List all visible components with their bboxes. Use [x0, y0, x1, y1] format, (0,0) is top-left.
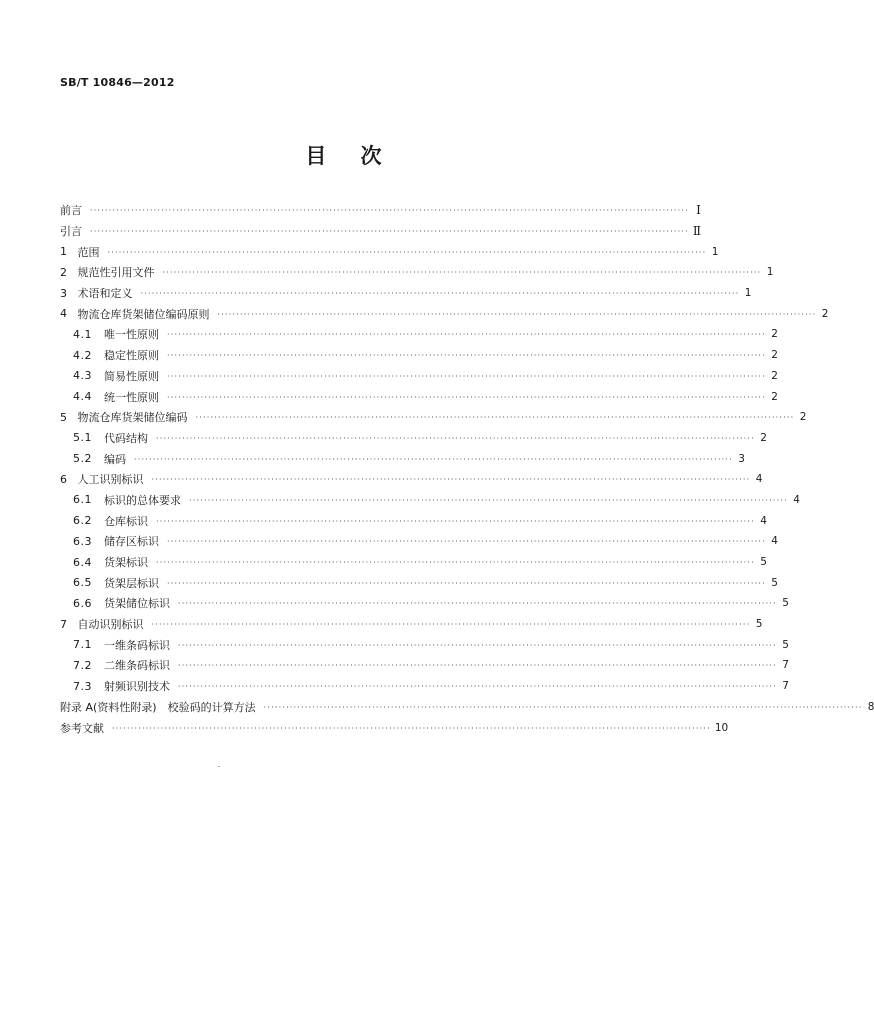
toc-entry-number: 5.2: [73, 452, 92, 466]
toc-entry[interactable]: [60, 634, 789, 655]
toc-entry-label: 统一性原则: [104, 390, 159, 404]
dot-leader: ································································································································································: [217, 309, 817, 319]
toc-entry-number: 4.1: [73, 327, 92, 341]
toc-entry-label: 引言: [60, 225, 82, 239]
toc-entry-label: 术语和定义: [77, 287, 133, 301]
dot-leader: ································································································································································: [167, 392, 766, 402]
toc-entry-label: 参考文献: [60, 721, 104, 735]
dot-leader: ································································································································································: [162, 268, 762, 278]
table-of-contents: [60, 200, 874, 738]
dot-leader: ································································································································································: [178, 640, 777, 650]
toc-entry-number: 4.3: [73, 369, 92, 383]
toc-entry-page: 2: [771, 328, 778, 341]
toc-entry[interactable]: [60, 531, 778, 552]
toc-entry[interactable]: [60, 283, 752, 304]
toc-entry-label: 一维条码标识: [104, 638, 170, 652]
toc-entry[interactable]: [60, 262, 774, 283]
toc-entry-page: 1: [711, 245, 719, 258]
dot-leader: ································································································································································: [112, 723, 711, 733]
toc-entry-page: 2: [760, 431, 767, 444]
dot-leader: ································································································································································: [178, 682, 777, 692]
dot-leader: ································································································································································: [167, 351, 766, 361]
toc-entry-label: 前言: [60, 204, 82, 218]
dot-leader: ································································································································································: [156, 558, 755, 568]
toc-entry-label: 物流仓库货架储位编码: [77, 411, 188, 425]
dot-leader: ································································································································································: [151, 620, 751, 630]
standard-code-header: SB/T 10846—2012: [60, 76, 175, 89]
toc-entry[interactable]: [60, 676, 789, 697]
toc-entry[interactable]: [60, 241, 719, 262]
dot-leader: ································································································································································: [167, 578, 766, 588]
toc-entry[interactable]: [60, 572, 778, 593]
dot-leader: ································································································································································: [107, 247, 707, 257]
title-char-1: 目: [305, 143, 327, 168]
toc-entry-page: 5: [755, 618, 763, 631]
toc-entry-page: 4: [771, 535, 778, 548]
toc-entry-label: 简易性原则: [104, 369, 159, 383]
dot-leader: ································································································································································: [134, 454, 733, 464]
toc-entry-label: 储存区标识: [104, 535, 159, 549]
toc-entry-page: 10: [714, 721, 729, 734]
toc-entry-page: 4: [793, 493, 800, 506]
toc-entry-page: 8: [867, 700, 874, 713]
toc-entry-page: 2: [799, 411, 807, 424]
toc-entry-number: 7.2: [73, 658, 92, 672]
toc-entry[interactable]: [60, 697, 874, 718]
toc-entry-number: 7.3: [73, 679, 92, 693]
dot-leader: ································································································································································: [195, 413, 795, 423]
toc-entry-page: 4: [755, 473, 763, 486]
toc-entry[interactable]: [60, 407, 807, 428]
toc-entry[interactable]: [60, 655, 789, 676]
toc-entry-label: 附录 A(资料性附录) 校验码的计算方法: [60, 700, 256, 714]
toc-entry-page: 5: [760, 556, 767, 569]
dot-leader: ································································································································································: [167, 330, 766, 340]
toc-entry[interactable]: [60, 717, 729, 738]
toc-entry-number: 6.1: [73, 493, 92, 507]
dot-leader: ································································································································································: [90, 206, 689, 216]
toc-entry-label: 自动识别标识: [77, 618, 144, 632]
page-title: [0, 140, 687, 170]
toc-entry-page: 7: [782, 680, 789, 693]
dot-leader: ································································································································································: [167, 537, 766, 547]
toc-entry-page: Ⅱ: [692, 224, 702, 239]
dot-leader: ································································································································································: [156, 433, 755, 443]
toc-entry-page: 2: [821, 307, 829, 320]
toc-entry-page: 2: [771, 349, 778, 362]
toc-entry-page: Ⅰ: [696, 203, 701, 218]
dot-leader: ································································································································································: [167, 371, 766, 381]
dot-leader: ································································································································································: [151, 475, 751, 485]
toc-entry-page: 7: [782, 659, 789, 672]
toc-entry[interactable]: [60, 614, 763, 635]
toc-entry[interactable]: [60, 221, 702, 242]
toc-entry-page: 5: [771, 576, 778, 589]
toc-entry-page: 4: [760, 514, 767, 527]
toc-entry-label: 唯一性原则: [104, 328, 159, 342]
toc-entry-number: 6.5: [73, 576, 92, 590]
toc-entry-label: 标识的总体要求: [104, 493, 181, 507]
toc-entry-label: 编码: [104, 452, 126, 466]
toc-entry-label: 仓库标识: [104, 514, 148, 528]
toc-entry[interactable]: [60, 469, 763, 490]
toc-entry-number: 6.6: [73, 596, 92, 610]
toc-entry-label: 货架层标识: [104, 576, 159, 590]
toc-entry[interactable]: [60, 490, 800, 511]
dot-leader: ································································································································································: [178, 599, 777, 609]
toc-entry-page: 2: [771, 390, 778, 403]
toc-entry-label: 货架储位标识: [104, 597, 170, 611]
toc-entry-label: 稳定性原则: [104, 349, 159, 363]
toc-entry-page: 3: [738, 452, 745, 465]
dot-leader: ································································································································································: [156, 516, 755, 526]
toc-entry-number: 4.2: [73, 348, 92, 362]
toc-entry-page: 5: [782, 638, 789, 651]
toc-entry-label: 射频识别技术: [104, 680, 170, 694]
toc-entry-label: 人工识别标识: [77, 473, 144, 487]
toc-entry-number: 6: [60, 472, 68, 486]
toc-entry-label: 二维条码标识: [104, 659, 170, 673]
toc-entry-number: 7: [60, 617, 68, 631]
toc-entry[interactable]: [60, 366, 778, 387]
toc-entry-number: 3: [60, 286, 68, 300]
toc-entry-page: 2: [771, 369, 778, 382]
toc-entry-label: 规范性引用文件: [77, 266, 155, 280]
toc-entry-page: 1: [766, 266, 774, 279]
toc-entry-number: 4: [60, 307, 68, 321]
toc-entry-number: 1: [60, 245, 68, 259]
toc-entry-label: 物流仓库货架储位编码原则: [77, 307, 210, 321]
toc-entry[interactable]: [60, 324, 778, 345]
toc-entry[interactable]: [60, 386, 778, 407]
toc-entry[interactable]: [60, 510, 767, 531]
dot-leader: ································································································································································: [90, 227, 689, 237]
toc-entry-number: 4.4: [73, 390, 92, 404]
toc-entry-number: 6.2: [73, 514, 92, 528]
toc-entry-number: 5: [60, 410, 68, 424]
toc-entry[interactable]: [60, 552, 767, 573]
toc-entry-label: 范围: [77, 245, 100, 259]
toc-entry[interactable]: [60, 593, 789, 614]
toc-entry-number: 5.1: [73, 431, 92, 445]
toc-entry-label: 货架标识: [104, 556, 148, 570]
toc-entry-number: 7.1: [73, 638, 92, 652]
dot-leader: ································································································································································: [263, 702, 863, 712]
dot-leader: ································································································································································: [140, 289, 740, 299]
toc-entry[interactable]: [60, 345, 778, 366]
scan-speck: [218, 766, 220, 767]
toc-entry-number: 2: [60, 265, 68, 279]
toc-entry-number: 6.3: [73, 534, 92, 548]
toc-entry[interactable]: [60, 200, 701, 221]
toc-entry-page: 1: [744, 287, 752, 300]
dot-leader: ································································································································································: [189, 495, 788, 505]
dot-leader: ································································································································································: [178, 661, 777, 671]
toc-entry-page: 5: [782, 597, 789, 610]
toc-entry[interactable]: [60, 448, 745, 469]
title-char-2: 次: [360, 143, 382, 168]
toc-entry[interactable]: [60, 303, 829, 324]
toc-entry[interactable]: [60, 428, 767, 449]
toc-entry-label: 代码结构: [104, 431, 148, 445]
toc-entry-number: 6.4: [73, 555, 92, 569]
